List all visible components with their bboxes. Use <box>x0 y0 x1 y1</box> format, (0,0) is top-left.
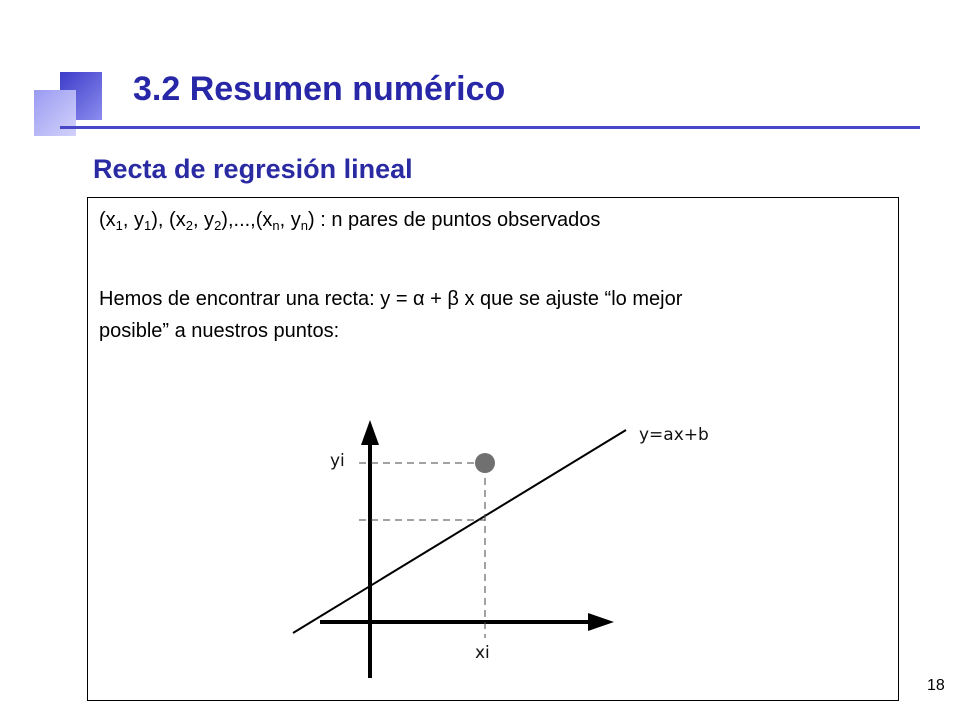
subscript: 2 <box>185 218 193 233</box>
y-axis-arrow <box>361 420 379 445</box>
subscript: 2 <box>214 218 222 233</box>
subscript: 1 <box>144 218 152 233</box>
slide-title: 3.2 Resumen numérico <box>133 70 506 108</box>
paragraph-line-1: Hemos de encontrar una recta: y = α + β x que se ajuste “lo mejor <box>99 288 683 310</box>
line-equation-label: y=ax+b <box>639 425 709 445</box>
text-segment: (x <box>99 209 116 231</box>
text-segment: , y <box>279 209 301 231</box>
xi-label: xi <box>475 643 490 663</box>
regression-diagram <box>88 198 900 702</box>
slide-subtitle: Recta de regresión lineal <box>93 154 413 184</box>
decorative-square-light <box>34 90 76 136</box>
text-segment: , y <box>122 209 145 231</box>
page-number: 18 <box>927 677 945 694</box>
x-axis-arrow <box>588 613 614 631</box>
text-segment: ),...,(x <box>221 209 273 231</box>
subscript: n <box>272 218 280 233</box>
subscript: n <box>300 218 308 233</box>
text-segment: , y <box>192 209 215 231</box>
observed-point <box>475 453 495 473</box>
text-segment: ), (x <box>151 209 186 231</box>
title-underline <box>60 126 920 129</box>
subscript: 1 <box>115 218 123 233</box>
text-segment: ) : n pares de puntos observados <box>308 209 601 231</box>
paragraph-line-2: posible” a nuestros puntos: <box>99 320 340 342</box>
yi-label: yi <box>330 451 345 471</box>
content-box <box>87 197 899 701</box>
